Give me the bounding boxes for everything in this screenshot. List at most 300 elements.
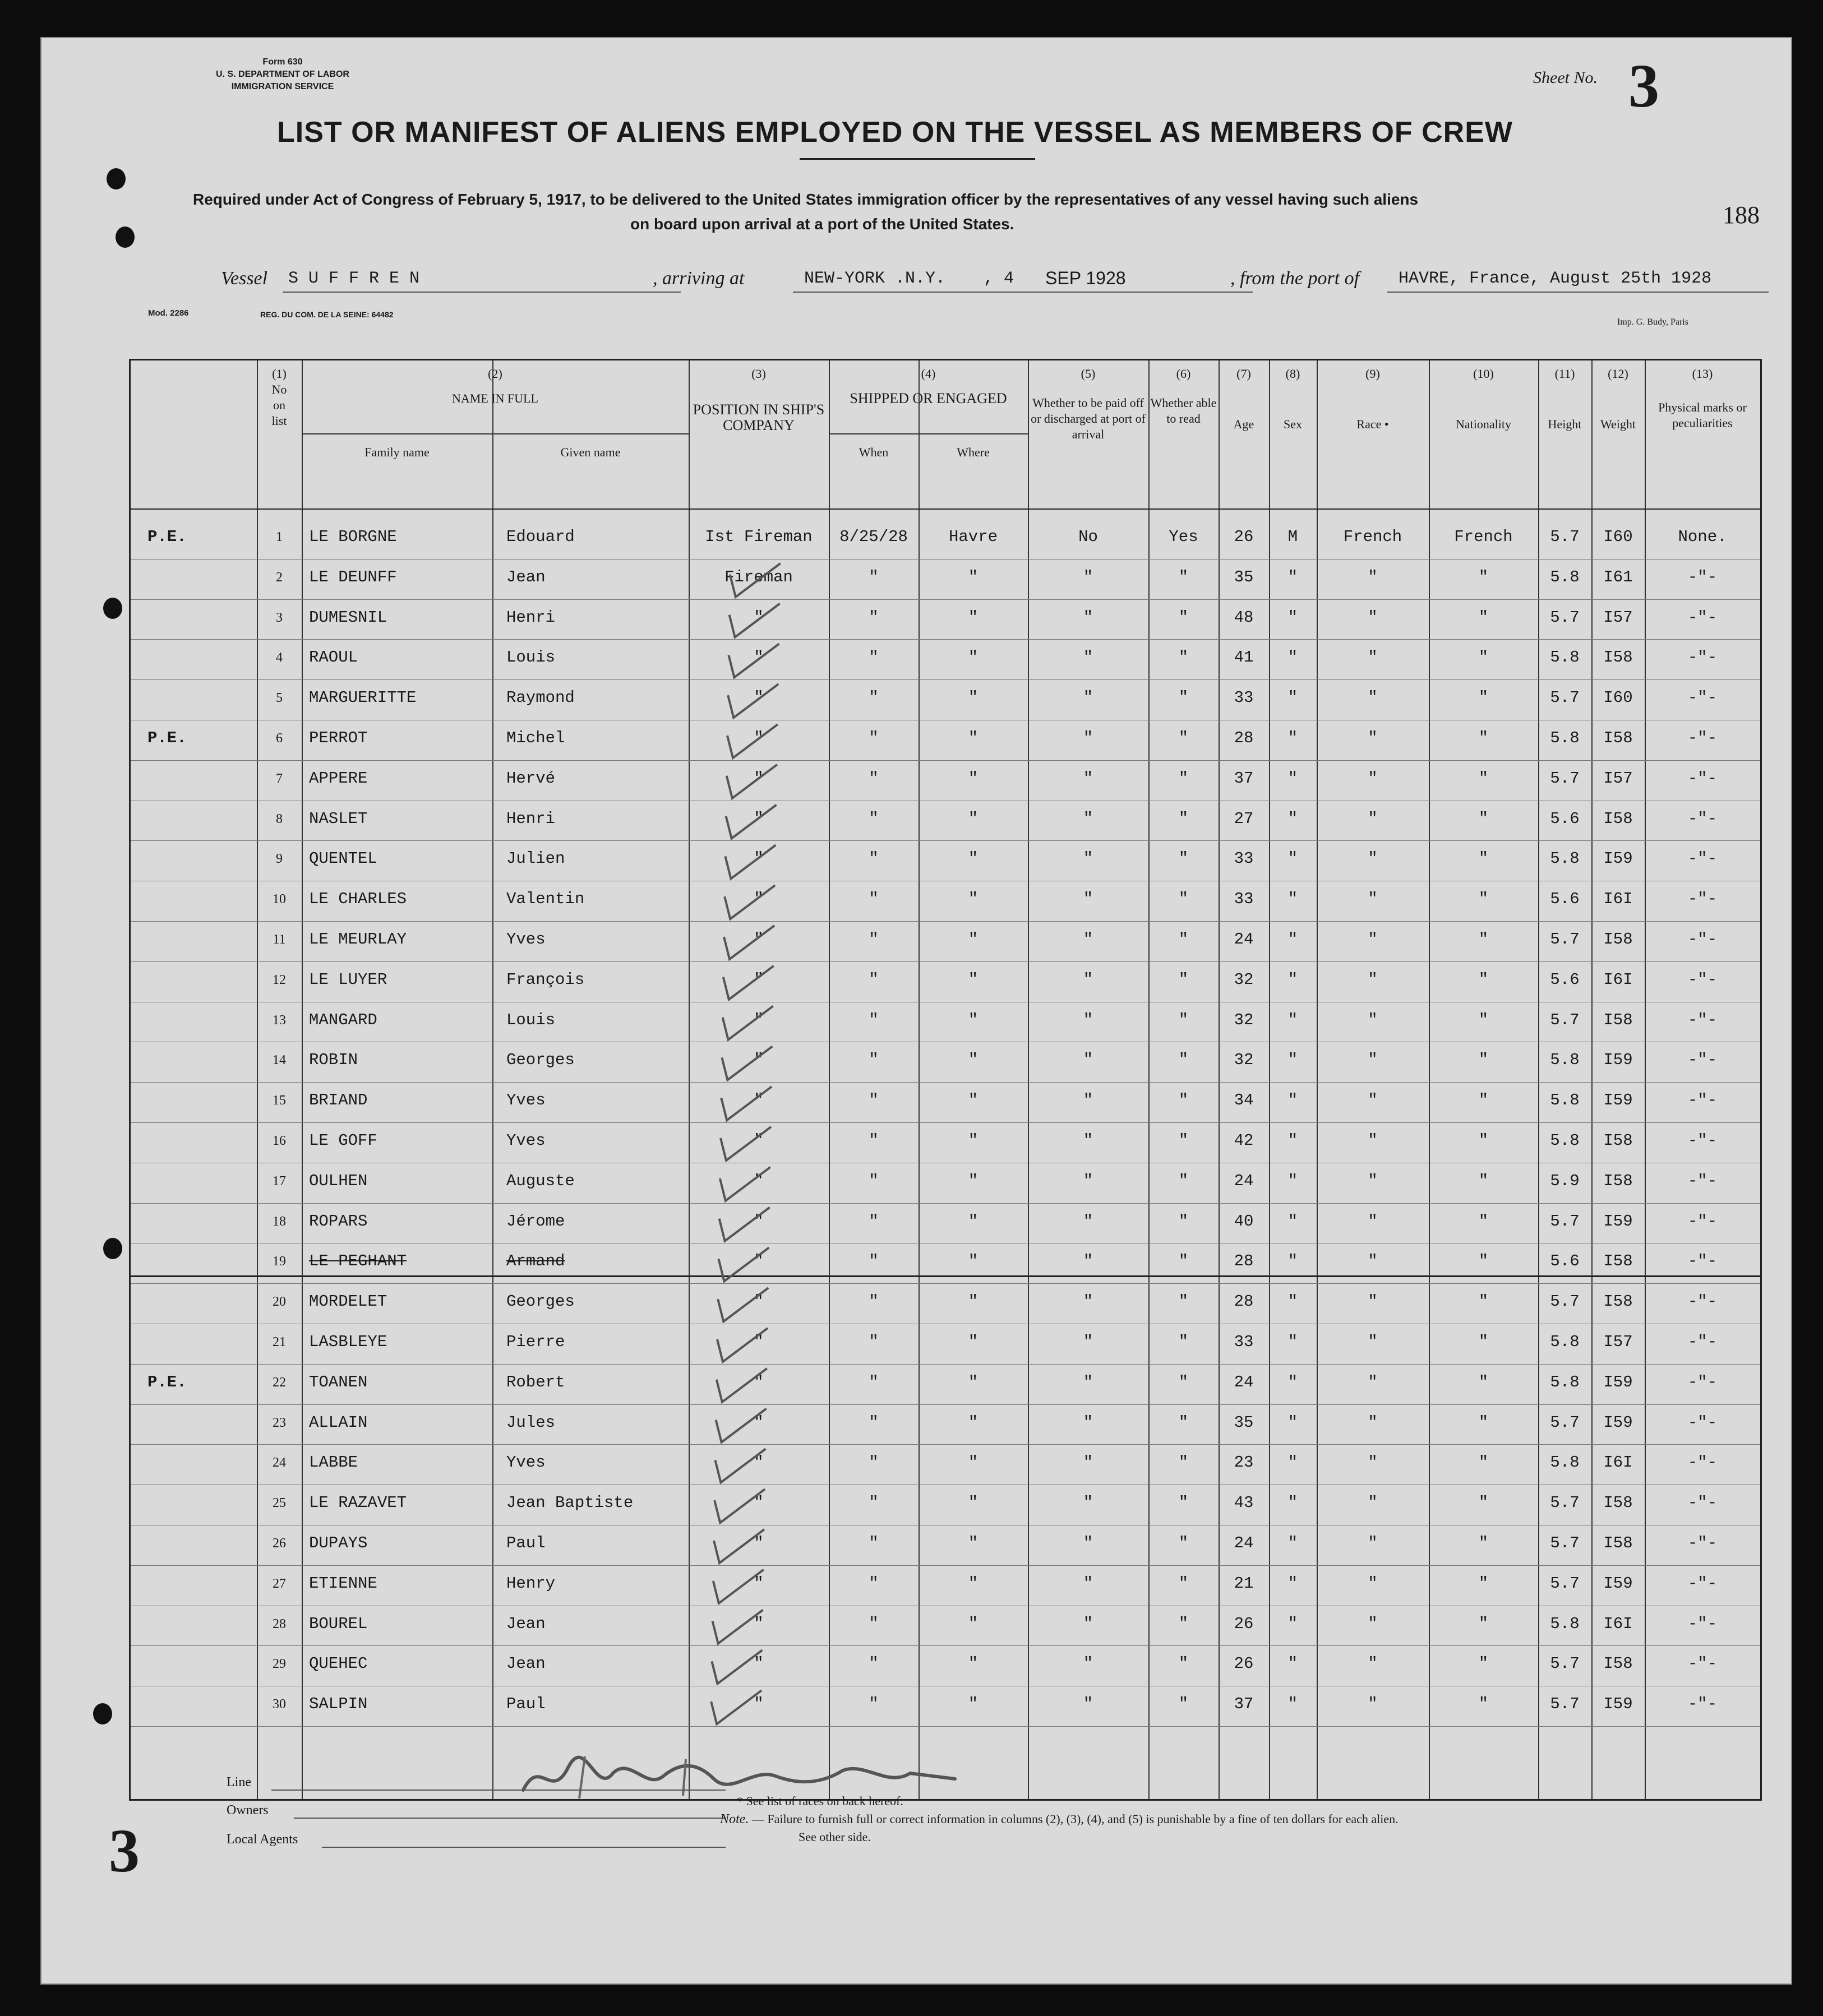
cell-nat: " <box>1478 1171 1489 1190</box>
cell-w: I59 <box>1603 1372 1633 1391</box>
cell-h: 5.8 <box>1550 1614 1580 1633</box>
header-when: When <box>859 445 889 459</box>
cell-paid: " <box>1083 1131 1093 1150</box>
cell-given: Henri <box>506 809 556 828</box>
footer-agents-label: Local Agents <box>227 1832 298 1847</box>
cell-age: 43 <box>1234 1493 1254 1513</box>
cell-where: " <box>968 849 979 868</box>
cell-w: I58 <box>1603 1010 1633 1029</box>
cell-family: LABBE <box>309 1453 358 1472</box>
cell-paid: " <box>1083 1171 1093 1190</box>
cell-family: NASLET <box>309 809 368 828</box>
departure-port: HAVRE, France, August 25th 1928 <box>1399 269 1712 288</box>
cell-read: " <box>1178 1534 1189 1552</box>
manifest-sheet <box>40 37 1792 1985</box>
cell-given: Henri <box>506 608 556 627</box>
races-note: * See list of races on back hereof. <box>737 1794 903 1808</box>
cell-nat: " <box>1478 1574 1489 1593</box>
cell-family: APPERE <box>309 769 368 788</box>
row-rule <box>131 1364 1760 1365</box>
cell-where: " <box>968 1654 979 1673</box>
cell-when: " <box>869 648 879 667</box>
cell-no: 17 <box>273 1173 286 1189</box>
cell-sex: " <box>1287 729 1298 747</box>
cell-race: " <box>1368 688 1378 708</box>
cell-race: " <box>1368 1453 1378 1472</box>
cell-pos: " <box>754 1333 764 1351</box>
cell-sex: " <box>1287 1171 1298 1190</box>
check-mark <box>724 926 774 959</box>
cell-where: " <box>968 608 979 627</box>
cell-given: Georges <box>506 1051 575 1070</box>
cell-paid: " <box>1083 1252 1093 1271</box>
cell-marks: -"- <box>1687 1695 1718 1714</box>
cell-when: " <box>869 930 879 949</box>
cell-race: " <box>1368 1131 1378 1150</box>
header-col-12-label: Weight <box>1600 417 1636 431</box>
cell-when: " <box>869 1333 879 1351</box>
cell-sex: " <box>1287 970 1298 989</box>
cell-age: 41 <box>1234 648 1254 667</box>
cell-paid: " <box>1083 1695 1093 1714</box>
cell-where: " <box>968 890 979 909</box>
cell-pos: " <box>754 1574 764 1593</box>
cell-given: Georges <box>506 1292 575 1311</box>
header-col-5-number: (5) <box>1081 367 1096 381</box>
cell-read: " <box>1178 1051 1189 1070</box>
cell-given: Jean <box>506 567 546 586</box>
cell-given: Pierre <box>506 1333 565 1351</box>
check-mark <box>728 684 778 718</box>
cell-given: Julien <box>506 849 565 868</box>
header-col-4-number: (4) <box>921 367 936 381</box>
cell-w: I58 <box>1603 809 1633 828</box>
cell-where: " <box>968 1252 979 1271</box>
cell-when: " <box>869 1131 879 1150</box>
cell-where: " <box>968 1292 979 1311</box>
cell-when: " <box>869 1614 879 1633</box>
cell-race: " <box>1368 1695 1378 1714</box>
check-mark <box>728 644 779 677</box>
cell-paid: " <box>1083 1051 1093 1070</box>
subtitle-line-1: Required under Act of Congress of February 5, 1917, to be delivered to the United States immigration officer by the representatives of any vessel having such aliens <box>193 191 1419 208</box>
cell-nat: " <box>1478 1534 1489 1552</box>
cell-no: 6 <box>276 731 283 746</box>
row-rule <box>131 1203 1760 1204</box>
cell-age: 35 <box>1234 1413 1254 1432</box>
cell-marks: -"- <box>1687 1534 1718 1552</box>
arriving-label: , arriving at <box>653 268 745 289</box>
cell-paid: " <box>1083 1493 1093 1513</box>
row-rule <box>131 1404 1760 1405</box>
cell-race: " <box>1368 1010 1378 1029</box>
arrival-date-stamp: SEP 1928 <box>1045 268 1126 288</box>
header-col-3-label: POSITION IN SHIP'S COMPANY <box>693 401 825 433</box>
cell-pos: " <box>754 1010 764 1029</box>
header-where: Where <box>957 445 990 459</box>
cell-age: 26 <box>1234 1614 1254 1633</box>
cell-family: LE LUYER <box>309 970 387 989</box>
cell-no: 23 <box>273 1415 286 1430</box>
cell-marks: -"- <box>1687 809 1718 828</box>
row-rule <box>131 559 1760 560</box>
cell-nat: " <box>1478 849 1489 868</box>
cell-where: " <box>968 1695 979 1714</box>
cell-marks: -"- <box>1687 1574 1718 1593</box>
punch-hole <box>116 226 135 248</box>
underline <box>283 292 681 293</box>
cell-age: 34 <box>1234 1091 1254 1110</box>
cell-paid: " <box>1083 688 1093 708</box>
underline <box>294 1818 726 1819</box>
cell-age: 33 <box>1234 688 1254 708</box>
cell-nat: " <box>1478 1292 1489 1311</box>
cell-read: " <box>1178 970 1189 989</box>
header-col-12 <box>1591 366 1645 432</box>
mod-number: Mod. 2286 <box>148 308 189 318</box>
cell-when: " <box>869 1212 879 1231</box>
cell-age: 33 <box>1234 890 1254 909</box>
cell-pos: " <box>754 1534 764 1552</box>
title-underline <box>800 158 1035 160</box>
cell-h: 5.7 <box>1550 1010 1580 1029</box>
cell-pos: " <box>754 1292 764 1311</box>
cell-when: " <box>869 1493 879 1513</box>
cell-where: " <box>968 970 979 989</box>
cell-given: Robert <box>506 1372 565 1391</box>
cell-sex: " <box>1287 567 1298 586</box>
cell-nat: " <box>1478 890 1489 909</box>
header-col-6 <box>1148 366 1219 427</box>
from-label: , from the port of <box>1230 268 1360 289</box>
cell-pos: " <box>754 1614 764 1633</box>
cell-paid: " <box>1083 1091 1093 1110</box>
cell-no: 26 <box>273 1536 286 1551</box>
cell-nat: " <box>1478 1252 1489 1271</box>
cell-read: " <box>1178 1212 1189 1231</box>
check-mark <box>724 885 775 919</box>
cell-where: " <box>968 1413 979 1432</box>
crew-table <box>129 359 1762 1801</box>
cell-age: 24 <box>1234 1171 1254 1190</box>
header-col-4-label: SHIPPED OR ENGAGED <box>850 390 1007 406</box>
cell-when: " <box>869 1171 879 1190</box>
row-rule <box>131 1565 1760 1566</box>
cell-family: QUENTEL <box>309 849 377 868</box>
header-col-1 <box>257 366 302 429</box>
cell-family: BRIAND <box>309 1091 368 1110</box>
printer-name: Imp. G. Budy, Paris <box>1617 317 1688 327</box>
header-col-7 <box>1219 366 1269 432</box>
check-mark <box>717 1328 768 1362</box>
cell-h: 5.7 <box>1550 608 1580 627</box>
footer-line-label: Line <box>227 1775 251 1790</box>
cell-sex: " <box>1287 1574 1298 1593</box>
row-rule <box>131 1645 1760 1646</box>
cell-paid: " <box>1083 1292 1093 1311</box>
header-col-6-number: (6) <box>1176 367 1191 381</box>
cell-where: " <box>968 1534 979 1552</box>
column-rule <box>302 360 303 1799</box>
cell-no: 15 <box>273 1093 286 1108</box>
cell-race: " <box>1368 1171 1378 1190</box>
cell-when: " <box>869 1574 879 1593</box>
cell-where: " <box>968 729 979 747</box>
header-given-name: Given name <box>560 445 621 459</box>
cell-given: Louis <box>506 648 556 667</box>
check-mark <box>727 765 777 798</box>
cell-h: 5.7 <box>1550 1574 1580 1593</box>
cell-no: 10 <box>273 892 286 907</box>
cell-given: Louis <box>506 1010 556 1029</box>
cell-family: LE CHARLES <box>309 890 407 909</box>
cell-race: " <box>1368 1614 1378 1633</box>
cell-marks: -"- <box>1687 688 1718 708</box>
cell-sex: " <box>1287 1010 1298 1029</box>
cell-marks: -"- <box>1687 1252 1718 1271</box>
cell-no: 30 <box>273 1697 286 1712</box>
cell-given: Yves <box>506 930 546 949</box>
cell-when: " <box>869 567 879 586</box>
cell-when: " <box>869 970 879 989</box>
cell-when: " <box>869 1010 879 1029</box>
cell-marks: -"- <box>1687 1654 1718 1673</box>
cell-given: Yves <box>506 1131 546 1150</box>
cell-paid: " <box>1083 970 1093 989</box>
cell-race: " <box>1368 1091 1378 1110</box>
cell-paid: " <box>1083 1010 1093 1029</box>
cell-given: Paul <box>506 1534 546 1552</box>
cell-given: Valentin <box>506 890 585 909</box>
cell-race: " <box>1368 809 1378 828</box>
cell-nat: " <box>1478 1372 1489 1391</box>
cell-given: Auguste <box>506 1171 575 1190</box>
cell-race: " <box>1368 1051 1378 1070</box>
cell-sex: " <box>1287 1372 1298 1391</box>
cell-given: Jean <box>506 1614 546 1633</box>
header-col-8-number: (8) <box>1285 367 1300 381</box>
cell-read: " <box>1178 729 1189 747</box>
cell-paid: " <box>1083 1654 1093 1673</box>
cell-sex: " <box>1287 890 1298 909</box>
cell-no: 13 <box>273 1012 286 1028</box>
check-mark <box>730 604 780 637</box>
cell-sex: " <box>1287 608 1298 627</box>
cell-w: I57 <box>1603 769 1633 788</box>
cell-age: 37 <box>1234 1695 1254 1714</box>
form-number: Form 630 <box>262 57 303 67</box>
cell-no: 9 <box>276 852 283 867</box>
cell-when: " <box>869 849 879 868</box>
check-mark <box>713 1570 764 1603</box>
cell-no: 8 <box>276 811 283 826</box>
cell-pos: " <box>754 1654 764 1673</box>
cell-sex: " <box>1287 1614 1298 1633</box>
cell-marks: -"- <box>1687 729 1718 747</box>
cell-age: 32 <box>1234 1010 1254 1029</box>
cell-w: I58 <box>1603 729 1633 747</box>
check-mark <box>713 1610 763 1644</box>
cell-age: 32 <box>1234 970 1254 989</box>
cell-read: Yes <box>1169 528 1198 546</box>
cell-paid: " <box>1083 769 1093 788</box>
cell-family: PERROT <box>309 729 368 747</box>
penalty-note <box>720 1812 1399 1827</box>
cell-h: 5.8 <box>1550 1051 1580 1070</box>
cell-age: 28 <box>1234 729 1254 747</box>
cell-w: I59 <box>1603 1574 1633 1593</box>
cell-no: 3 <box>276 610 283 625</box>
cell-no: 7 <box>276 771 283 786</box>
cell-mark: P.E. <box>147 528 187 546</box>
cell-sex: " <box>1287 1131 1298 1150</box>
cell-given: Michel <box>506 729 565 747</box>
cell-pos: " <box>754 1091 764 1110</box>
cell-family: LE PEGHANT <box>309 1252 407 1271</box>
header-col-2-number: (2) <box>488 367 502 381</box>
cell-h: 5.7 <box>1550 688 1580 708</box>
check-mark <box>715 1449 765 1482</box>
cell-age: 37 <box>1234 769 1254 788</box>
cell-w: I57 <box>1603 1333 1633 1351</box>
form-header <box>210 56 356 93</box>
cell-pos: " <box>754 1212 764 1231</box>
row-rule <box>131 639 1760 640</box>
column-rule <box>492 360 493 1799</box>
registration-number: REG. DU COM. DE LA SEINE: 64482 <box>260 310 394 319</box>
check-mark <box>714 1529 764 1563</box>
cell-marks: -"- <box>1687 930 1718 949</box>
cell-paid: " <box>1083 890 1093 909</box>
cell-age: 21 <box>1234 1574 1254 1593</box>
header-col-11-number: (11) <box>1554 367 1575 381</box>
cell-sex: " <box>1287 930 1298 949</box>
cell-age: 48 <box>1234 608 1254 627</box>
cell-w: I6I <box>1603 1453 1633 1472</box>
cell-when: " <box>869 729 879 747</box>
cell-read: " <box>1178 1252 1189 1271</box>
cell-sex: " <box>1287 1654 1298 1673</box>
cell-no: 2 <box>276 570 283 585</box>
cell-w: I58 <box>1603 1654 1633 1673</box>
cell-h: 5.7 <box>1550 1493 1580 1513</box>
cell-race: " <box>1368 1292 1378 1311</box>
cell-pos: " <box>754 648 764 667</box>
cell-age: 35 <box>1234 567 1254 586</box>
cell-pos: " <box>754 1695 764 1714</box>
row-rule <box>131 1726 1760 1727</box>
cell-no: 28 <box>273 1616 286 1631</box>
cell-race: " <box>1368 1493 1378 1513</box>
cell-sex: " <box>1287 1413 1298 1432</box>
cell-w: I58 <box>1603 1131 1633 1150</box>
cell-no: 4 <box>276 650 283 665</box>
header-family-name: Family name <box>364 445 430 459</box>
cell-nat: " <box>1478 809 1489 828</box>
cell-nat: " <box>1478 1212 1489 1231</box>
cell-where: " <box>968 1131 979 1150</box>
header-col-11-label: Height <box>1548 417 1582 431</box>
cell-read: " <box>1178 1131 1189 1150</box>
cell-h: 5.7 <box>1550 1212 1580 1231</box>
cell-when: " <box>869 1252 879 1271</box>
cell-w: I58 <box>1603 1534 1633 1552</box>
cell-no: 22 <box>273 1375 286 1390</box>
cell-age: 24 <box>1234 1372 1254 1391</box>
cell-nat: " <box>1478 1091 1489 1110</box>
footer-owners-label: Owners <box>227 1803 269 1818</box>
check-mark <box>712 1650 762 1684</box>
cell-family: MANGARD <box>309 1010 377 1029</box>
cell-nat: " <box>1478 729 1489 747</box>
service-name: IMMIGRATION SERVICE <box>231 82 334 91</box>
check-mark <box>727 724 778 758</box>
cell-h: 5.9 <box>1550 1171 1580 1190</box>
cell-race: " <box>1368 1534 1378 1552</box>
cell-where: " <box>968 1051 979 1070</box>
arriving-port: NEW-YORK .N.Y. <box>804 269 946 288</box>
cell-marks: -"- <box>1687 1372 1718 1391</box>
cell-h: 5.8 <box>1550 648 1580 667</box>
cell-nat: " <box>1478 1413 1489 1432</box>
cell-read: " <box>1178 688 1189 708</box>
cell-race: " <box>1368 1574 1378 1593</box>
cell-sex: " <box>1287 1333 1298 1351</box>
row-rule <box>131 760 1760 761</box>
cell-read: " <box>1178 1614 1189 1633</box>
cell-no: 5 <box>276 691 283 706</box>
cell-given: Jean <box>506 1654 546 1673</box>
check-mark <box>723 966 774 1000</box>
cell-pos: " <box>754 1493 764 1513</box>
cell-age: 42 <box>1234 1131 1254 1150</box>
cell-nat: " <box>1478 769 1489 788</box>
check-mark <box>730 563 781 597</box>
cell-w: I59 <box>1603 1695 1633 1714</box>
cell-nat: " <box>1478 608 1489 627</box>
cell-where: " <box>968 1372 979 1391</box>
check-mark <box>714 1489 765 1523</box>
cell-family: LASBLEYE <box>309 1333 387 1351</box>
cell-where: " <box>968 1574 979 1593</box>
header-col-3 <box>689 366 829 433</box>
cell-given: Edouard <box>506 528 575 546</box>
punch-hole <box>103 598 122 619</box>
cell-when: " <box>869 1413 879 1432</box>
cell-when: " <box>869 688 879 708</box>
cell-age: 33 <box>1234 849 1254 868</box>
cell-age: 23 <box>1234 1453 1254 1472</box>
header-col-1-label: No on list <box>271 382 287 428</box>
cell-w: I59 <box>1603 1212 1633 1231</box>
cell-race: " <box>1368 849 1378 868</box>
cell-read: " <box>1178 1372 1189 1391</box>
cell-given: François <box>506 970 585 989</box>
cell-pos: " <box>754 930 764 949</box>
cell-no: 1 <box>276 530 283 544</box>
cell-family: MORDELET <box>309 1292 387 1311</box>
cell-family: DUMESNIL <box>309 608 387 627</box>
cell-pos: " <box>754 1171 764 1190</box>
cell-h: 5.8 <box>1550 1333 1580 1351</box>
punch-hole <box>107 168 126 189</box>
cell-family: SALPIN <box>309 1695 368 1714</box>
cell-no: 27 <box>273 1576 286 1591</box>
cell-no: 12 <box>273 972 286 987</box>
cell-h: 5.6 <box>1550 809 1580 828</box>
cell-w: I6I <box>1603 890 1633 909</box>
header-col-7-label: Age <box>1233 417 1254 431</box>
